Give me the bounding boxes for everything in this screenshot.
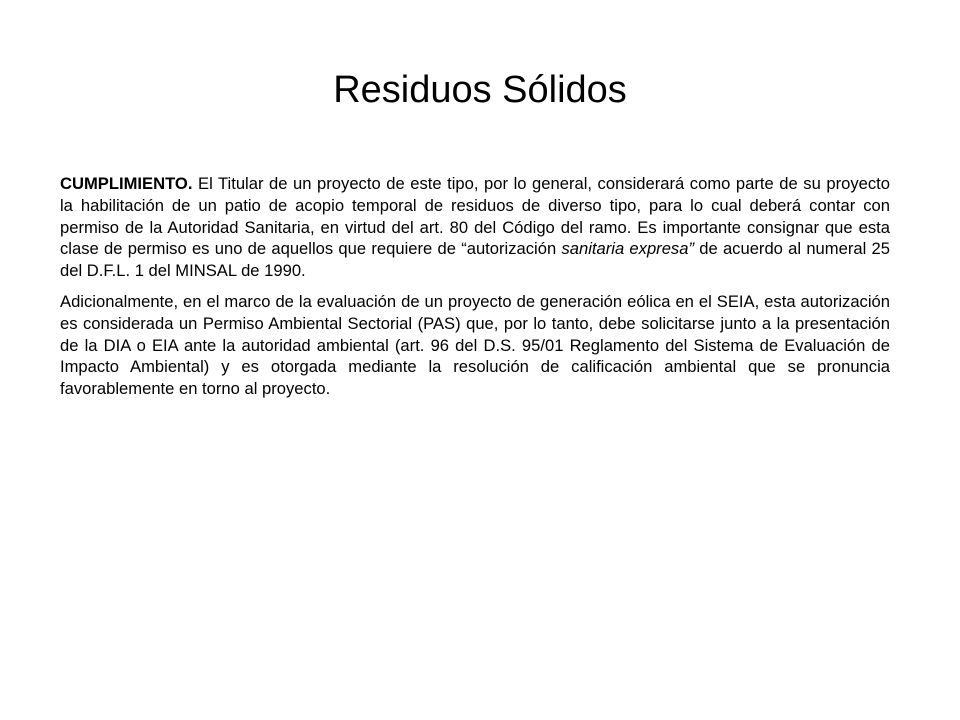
paragraph-cumplimiento [60, 173, 890, 282]
paragraph-adicionalmente: Adicionalmente, en el marco de la evaluación de un proyecto de generación eólica en el SEIA, esta autorización es considerada un Permiso Ambiental Sectorial (PAS) que, por lo tanto, debe solicitarse junto a la presentación de la DIA o EIA ante la autoridad ambiental (art. 96 del D.S. 95/01 Reglamento del Sistema de Evaluación de Impacto Ambiental) y es otorgada mediante la resolución de calificación ambiental que se pronuncia favorablemente en torno al proyecto. [60, 291, 890, 399]
paragraph-text-b: de acuerdo al numeral 25 del D.F.L. 1 del MINSAL de 1990. [60, 239, 890, 281]
paragraph-lead: CUMPLIMIENTO. [60, 174, 193, 193]
paragraph-text-a: El Titular de un proyecto de este tipo, por lo general, considerará como parte de su proyecto la habilitación de un patio de acopio temporal de residuos de diverso tipo, para lo cual deberá contar con permiso de la Autoridad Sanitaria, en virtud del art. 80 del Código del ramo. Es importante consignar que esta clase de permiso es uno de aquellos que requiere de “autorización [60, 174, 890, 259]
paragraph-italic-text: sanitaria expresa” [561, 239, 694, 259]
slide-body [60, 173, 890, 400]
slide-title: Residuos Sólidos [333, 69, 627, 111]
